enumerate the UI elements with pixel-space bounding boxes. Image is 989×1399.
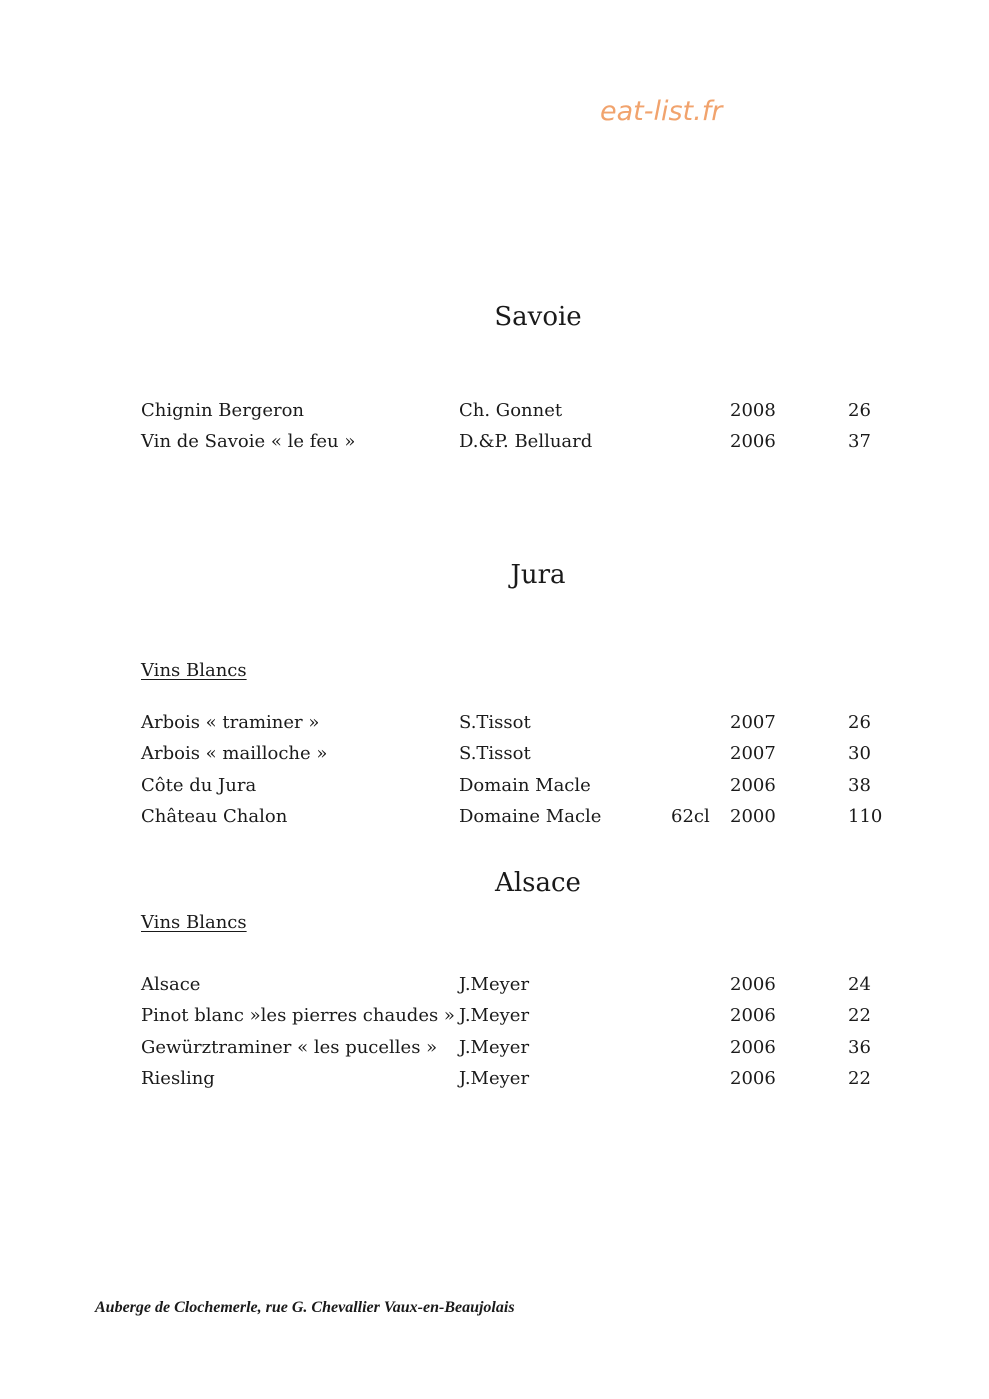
wine-name: Alsace (141, 974, 201, 995)
wine-price: 22 (848, 1067, 871, 1089)
section-title-savoie: Savoie (494, 302, 582, 332)
watermark-logo: eat-list.fr (600, 96, 723, 127)
wine-producer: S.Tissot (459, 743, 531, 765)
wine-name: Pinot blanc »les pierres chaudes » (141, 1005, 455, 1027)
wine-name: Château Chalon (141, 805, 288, 827)
wine-price: 26 (848, 712, 871, 733)
wine-year: 2000 (730, 805, 776, 827)
wine-year: 2007 (730, 743, 776, 765)
wine-name: Chignin Bergeron (141, 400, 305, 421)
wine-row (0, 1005, 989, 1036)
wine-producer: S.Tissot (459, 712, 531, 733)
wine-year: 2007 (730, 712, 776, 733)
wine-name: Gewürztraminer « les pucelles » (141, 1036, 438, 1058)
wine-name: Vin de Savoie « le feu » (141, 431, 356, 453)
wine-price: 26 (848, 400, 871, 421)
wine-row (0, 974, 989, 1005)
wine-year: 2006 (730, 1005, 776, 1027)
wine-row (0, 712, 989, 743)
wine-year: 2008 (730, 400, 776, 421)
wine-row (0, 1068, 989, 1099)
wine-year: 2006 (730, 774, 776, 796)
wine-producer: D.&P. Belluard (459, 431, 593, 453)
wine-producer: J.Meyer (459, 1036, 530, 1058)
wine-name: Côte du Jura (141, 774, 257, 796)
subheading-vins-blancs-jura: Vins Blancs (141, 660, 247, 681)
wine-year: 2006 (730, 974, 776, 995)
wine-year: 2006 (730, 431, 776, 453)
wine-list-jura (0, 712, 989, 837)
wine-row (0, 1037, 989, 1068)
wine-price: 38 (848, 774, 871, 796)
wine-price: 24 (848, 974, 871, 995)
wine-producer: J.Meyer (459, 1005, 530, 1027)
wine-price: 22 (848, 1005, 871, 1027)
wine-row (0, 743, 989, 774)
wine-row (0, 400, 989, 431)
wine-list-alsace (0, 974, 989, 1099)
wine-volume: 62cl (671, 805, 710, 827)
wine-year: 2006 (730, 1067, 776, 1089)
wine-producer: Domaine Macle (459, 805, 602, 827)
wine-list-savoie (0, 400, 989, 463)
wine-row (0, 775, 989, 806)
wine-price: 36 (848, 1036, 871, 1058)
wine-row (0, 806, 989, 837)
wine-price: 37 (848, 431, 871, 453)
wine-year: 2006 (730, 1036, 776, 1058)
wine-name: Arbois « mailloche » (141, 743, 328, 765)
footer-address: Auberge de Clochemerle, rue G. Chevallier Vaux-en-Beaujolais (95, 1299, 515, 1316)
section-title-alsace: Alsace (495, 868, 581, 898)
wine-producer: Domain Macle (459, 774, 591, 796)
wine-name: Arbois « traminer » (141, 712, 320, 733)
wine-price: 110 (848, 805, 883, 827)
wine-name: Riesling (141, 1067, 215, 1089)
wine-price: 30 (848, 743, 871, 765)
wine-producer: Ch. Gonnet (459, 400, 563, 421)
wine-row (0, 431, 989, 462)
wine-producer: J.Meyer (459, 1067, 530, 1089)
section-title-jura: Jura (510, 560, 566, 590)
subheading-vins-blancs-alsace: Vins Blancs (141, 912, 247, 933)
wine-producer: J.Meyer (459, 974, 530, 995)
